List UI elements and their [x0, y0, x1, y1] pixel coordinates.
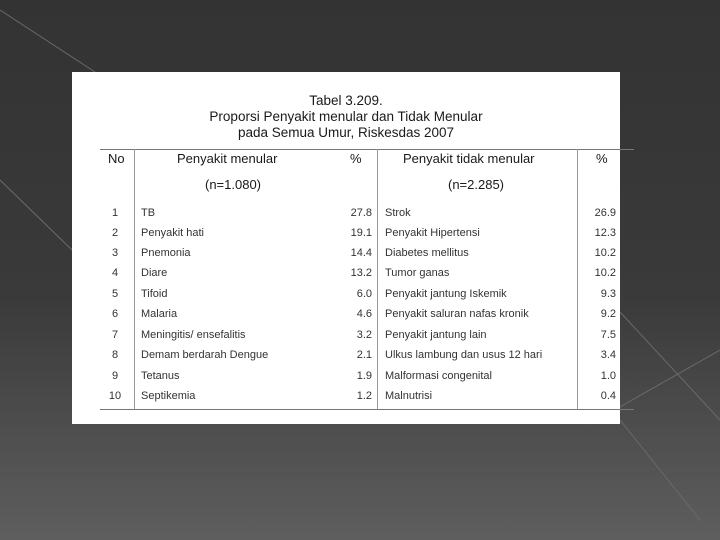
percent-tidak-menular: 1.0	[600, 370, 616, 382]
percent-tidak-menular: 3.4	[600, 349, 616, 361]
disease-tidak-menular: Diabetes mellitus	[385, 247, 469, 259]
disease-tidak-menular: Strok	[385, 207, 411, 219]
disease-menular: Demam berdarah Dengue	[141, 349, 269, 361]
table-row	[72, 370, 620, 390]
header-penyakit-tidak-menular: Penyakit tidak menular	[403, 151, 535, 166]
percent-menular: 6.0	[356, 288, 372, 300]
table-title-line-3: pada Semua Umur, Riskesdas 2007	[237, 125, 455, 140]
percent-menular: 4.6	[356, 308, 372, 320]
header-penyakit-menular: Penyakit menular	[177, 151, 278, 166]
table-row	[72, 247, 620, 267]
disease-menular: Septikemia	[141, 390, 196, 402]
row-number: 4	[111, 267, 119, 279]
percent-tidak-menular: 12.3	[594, 227, 616, 239]
percent-menular: 19.1	[350, 227, 372, 239]
disease-tidak-menular: Ulkus lambung dan usus 12 hari	[385, 349, 543, 361]
disease-tidak-menular: Malformasi congenital	[385, 370, 492, 382]
disease-tidak-menular: Penyakit saluran nafas kronik	[385, 308, 529, 320]
table-row	[72, 308, 620, 328]
percent-tidak-menular: 26.9	[594, 207, 616, 219]
percent-menular: 1.9	[356, 370, 372, 382]
table-title-line-2: Proporsi Penyakit menular dan Tidak Menular	[209, 109, 483, 124]
header-percent-tidak-menular: %	[596, 151, 608, 166]
table-top-rule	[100, 149, 634, 150]
disease-menular: Tifoid	[141, 288, 168, 300]
sample-size-menular: (n=1.080)	[205, 177, 262, 192]
row-number: 8	[111, 349, 119, 361]
disease-menular: Meningitis/ ensefalitis	[141, 329, 246, 341]
table-row	[72, 329, 620, 349]
disease-menular: Malaria	[141, 308, 178, 320]
row-number: 1	[111, 207, 119, 219]
table-slide	[72, 72, 620, 424]
table-row	[72, 390, 620, 410]
disease-tidak-menular: Penyakit jantung Iskemik	[385, 288, 507, 300]
disease-tidak-menular: Malnutrisi	[385, 390, 433, 402]
row-number: 3	[111, 247, 119, 259]
disease-menular: Penyakit hati	[141, 227, 204, 239]
header-no: No	[108, 151, 125, 166]
sample-size-tidak-menular: (n=2.285)	[448, 177, 505, 192]
disease-tidak-menular: Tumor ganas	[385, 267, 450, 279]
percent-tidak-menular: 0.4	[600, 390, 616, 402]
percent-tidak-menular: 9.2	[600, 308, 616, 320]
table-row	[72, 227, 620, 247]
table-row	[72, 288, 620, 308]
row-number: 5	[111, 288, 119, 300]
percent-menular: 14.4	[350, 247, 372, 259]
row-number: 10	[108, 390, 122, 402]
table-title-line-1: Tabel 3.209.	[309, 93, 383, 108]
percent-tidak-menular: 9.3	[600, 288, 616, 300]
percent-menular: 27.8	[350, 207, 372, 219]
disease-menular: TB	[141, 207, 156, 219]
percent-tidak-menular: 7.5	[600, 329, 616, 341]
disease-menular: Tetanus	[141, 370, 180, 382]
row-number: 7	[111, 329, 119, 341]
table-row	[72, 207, 620, 227]
row-number: 9	[111, 370, 119, 382]
disease-menular: Pnemonia	[141, 247, 191, 259]
table-row	[72, 267, 620, 287]
header-percent-menular: %	[350, 151, 362, 166]
row-number: 6	[111, 308, 119, 320]
row-number: 2	[111, 227, 119, 239]
percent-tidak-menular: 10.2	[594, 247, 616, 259]
disease-tidak-menular: Penyakit Hipertensi	[385, 227, 480, 239]
disease-menular: Diare	[141, 267, 168, 279]
percent-menular: 3.2	[356, 329, 372, 341]
percent-menular: 13.2	[350, 267, 372, 279]
percent-menular: 1.2	[356, 390, 372, 402]
disease-tidak-menular: Penyakit jantung lain	[385, 329, 487, 341]
percent-menular: 2.1	[356, 349, 372, 361]
table-row	[72, 349, 620, 369]
percent-tidak-menular: 10.2	[594, 267, 616, 279]
